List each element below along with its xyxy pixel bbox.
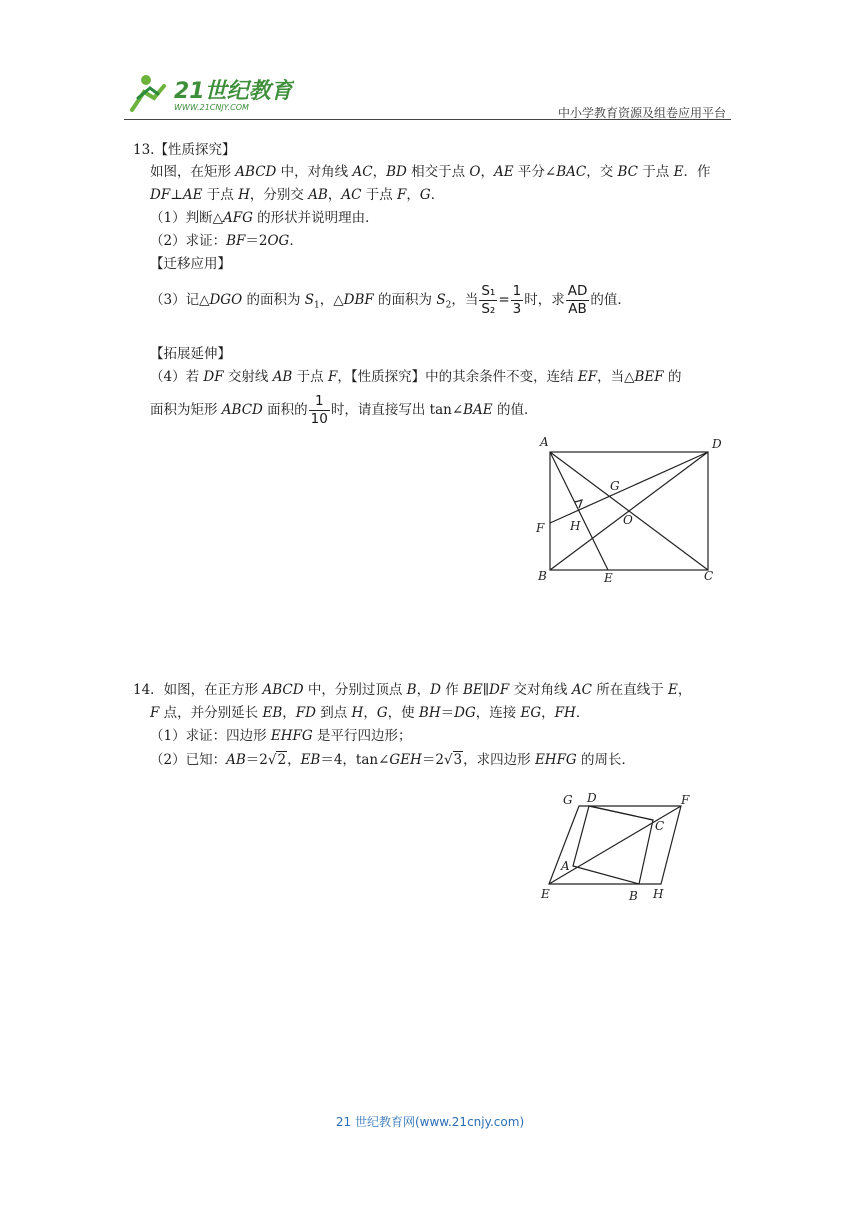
label-c: C [704,569,714,583]
label-d: D [587,791,597,805]
segment-dc [589,806,653,820]
platform-name: 中小学教育资源及组卷应用平台 [557,106,726,120]
q14-line1: 14．如图，在正方形 ABCD 中，分别过顶点 B，D 作 BE∥DF 交对角线 AC 所在直线于 E， [133,682,692,698]
q13-paragraph-line2: DF⊥AE 于点 H，分别交 AB，AC 于点 F，G． [150,187,445,203]
q14-sub1: （1）求证：四边形 EHFG 是平行四边形； [150,728,412,744]
fraction-s1-s2: $\frac{\text{S₁}}{\text{S₂}}$ [481,283,496,317]
q13-paragraph-line1: 如图，在矩形 ABCD 中，对角线 AC，BD 相交于点 O，AE 平分∠BAC，交 BC 于点 E．作 [150,164,711,180]
fraction-one-tenth: $\frac{1}{10}$ [310,393,328,427]
header-divider [124,119,731,120]
q13-figure [530,430,730,590]
q13-sub1: （1）判断△AFG 的形状并说明理由． [150,210,379,226]
fraction-ad-ab: $\frac{AD}{AB}$ [567,283,588,317]
logo-graphic [124,70,294,114]
label-d: D [712,437,722,451]
site-logo [124,70,294,114]
q13-sub2: （2）求证：BF＝2OG． [150,233,303,249]
q13-migrate-heading: 【迁移应用】 [150,256,231,272]
sqrt-three: √3 [443,752,463,768]
label-o: O [623,513,633,527]
label-g: G [563,793,573,807]
sqrt-two: √2 [267,752,287,768]
segment-ae [550,452,608,570]
label-g: G [610,479,620,493]
label-c: C [655,819,665,833]
label-h: H [653,887,664,901]
label-b: B [538,569,547,583]
label-e: E [604,571,613,585]
footer-link[interactable]: 21 世纪教育网(www.21cnjy.com) [335,1115,525,1129]
label-a: A [561,859,570,873]
q14-line2: F 点，并分别延长 EB，FD 到点 H，G，使 BH＝DG，连接 EG，FH． [150,705,590,721]
q14-sub2: （2）已知：AB＝2√2，EB＝4，tan∠GEH＝2√3，求四边形 EHFG 的周长． [150,752,636,768]
label-h: H [570,519,581,533]
label-b: B [629,889,638,903]
q13-sub4-line1: （4）若 DF 交射线 AB 于点 F，【性质探究】中的其余条件不变，连结 EF，当△BEF 的 [150,369,682,385]
fraction-one-third: $\frac{1}{3}$ [512,283,522,317]
q13-sub3: （3）记△DGO 的面积为 $S_1$，△DBF 的面积为 $S_2$，当 $\frac{\text{S₁}}{\text{S₂}}$ = $\frac{1}{3}$ 时，求 $\frac{AD}{AB}$ 的值． [150,283,631,317]
q14-figure [535,788,710,906]
label-e: E [541,887,550,901]
label-f: F [536,521,545,535]
label-a: A [540,435,549,449]
logo-sub-text: WWW.21CNJY.COM [174,103,249,112]
label-f: F [681,793,690,807]
q13-extend-heading: 【拓展延伸】 [150,346,231,362]
q13-sub4-line2: 面积为矩形 ABCD 面积的 $\frac{1}{10}$ 时，请直接写出 tan∠BAE 的值． [150,393,538,427]
q13-heading: 13.【性质探究】 [133,142,236,158]
logo-main-text: 21世纪教育 [174,79,293,104]
